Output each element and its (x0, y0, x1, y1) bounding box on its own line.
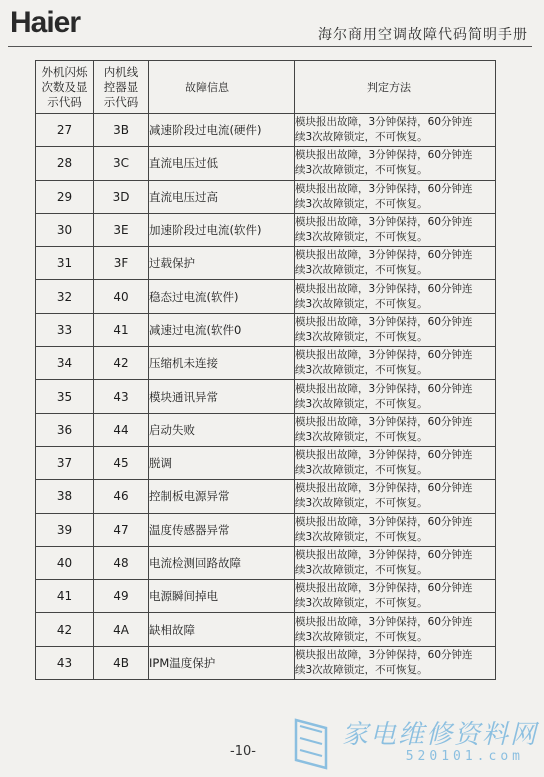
header-indoor-line: 内机线 (103, 64, 139, 79)
table-row (36, 180, 496, 213)
table-row (36, 114, 496, 147)
judge-method-cell (295, 546, 496, 579)
judge-line-1: 模块报出故障，3分钟保持，60分钟连 (295, 182, 473, 195)
fault-info-cell: 稳态过电流(软件) (149, 280, 295, 313)
fault-info-cell: 缺相故障 (149, 613, 295, 646)
indoor-code-cell: 43 (94, 380, 149, 413)
judge-line-2: 续3次故障锁定，不可恢复。 (295, 231, 428, 244)
header-divider (8, 46, 532, 47)
outdoor-code-cell: 43 (36, 646, 94, 679)
watermark-emblem-icon (286, 712, 336, 772)
judge-method-cell (295, 446, 496, 479)
table-row (36, 280, 496, 313)
header-outdoor-line: 外机闪烁 (41, 64, 88, 79)
judge-method-cell (295, 247, 496, 280)
outdoor-code-cell: 30 (36, 213, 94, 246)
header-outdoor-line: 次数及显 (41, 79, 88, 94)
indoor-code-cell: 3C (94, 147, 149, 180)
judge-method-cell (295, 480, 496, 513)
judge-line-1: 模块报出故障，3分钟保持，60分钟连 (295, 449, 473, 462)
table-row (36, 446, 496, 479)
indoor-code-cell: 47 (94, 513, 149, 546)
indoor-code-cell: 49 (94, 580, 149, 613)
watermark-text: 家电维修资料网 (341, 720, 538, 750)
fault-info-cell: 直流电压过高 (149, 180, 295, 213)
judge-method-cell (295, 646, 496, 679)
judge-method-cell (295, 413, 496, 446)
judge-line-1: 模块报出故障，3分钟保持，60分钟连 (295, 216, 473, 229)
judge-method-cell (295, 213, 496, 246)
table-row (36, 546, 496, 579)
judge-line-2: 续3次故障锁定，不可恢复。 (295, 364, 428, 377)
table-header-row (36, 61, 496, 114)
header-outdoor-line: 示代码 (47, 94, 82, 109)
judge-line-1: 模块报出故障，3分钟保持，60分钟连 (295, 149, 473, 162)
indoor-code-cell: 3F (94, 247, 149, 280)
fault-info-cell: 过载保护 (149, 247, 295, 280)
document-title: 海尔商用空调故障代码简明手册 (318, 27, 528, 43)
indoor-code-cell: 4B (94, 646, 149, 679)
header-indoor-line: 控器显 (103, 79, 139, 94)
outdoor-code-cell: 34 (36, 347, 94, 380)
outdoor-code-cell: 27 (36, 114, 94, 147)
outdoor-code-cell: 32 (36, 280, 94, 313)
indoor-code-cell: 45 (94, 446, 149, 479)
judge-line-1: 模块报出故障，3分钟保持，60分钟连 (295, 482, 473, 495)
indoor-code-cell: 48 (94, 546, 149, 579)
fault-info-cell: 电源瞬间掉电 (149, 580, 295, 613)
table-row (36, 580, 496, 613)
judge-line-2: 续3次故障锁定，不可恢复。 (295, 564, 428, 576)
fault-info-cell: 控制板电源异常 (149, 480, 295, 513)
judge-line-2: 续3次故障锁定，不可恢复。 (295, 430, 428, 443)
table-row (36, 513, 496, 546)
judge-line-1: 模块报出故障，3分钟保持，60分钟连 (295, 549, 473, 561)
indoor-code-cell: 3D (94, 180, 149, 213)
fault-info-cell: 压缩机未连接 (149, 347, 295, 380)
judge-line-2: 续3次故障锁定，不可恢复。 (295, 297, 428, 310)
header-indoor-code (94, 61, 149, 114)
fault-info-cell: 温度传感器异常 (149, 513, 295, 546)
fault-info-cell: 电流检测回路故障 (149, 546, 295, 579)
judge-line-2: 续3次故障锁定，不可恢复。 (295, 164, 428, 177)
judge-line-2: 续3次故障锁定，不可恢复。 (295, 497, 428, 510)
outdoor-code-cell: 38 (36, 480, 94, 513)
outdoor-code-cell: 41 (36, 580, 94, 613)
fault-info-cell: 直流电压过低 (149, 147, 295, 180)
judge-line-1: 模块报出故障，3分钟保持，60分钟连 (295, 315, 473, 328)
table-row (36, 347, 496, 380)
watermark-url: 520101.com (405, 749, 524, 764)
table-row (36, 646, 496, 679)
header-fault-info: 故障信息 (149, 61, 295, 114)
judge-method-cell (295, 313, 496, 346)
fault-info-cell: 模块通讯异常 (149, 380, 295, 413)
judge-method-cell (295, 580, 496, 613)
judge-method-cell (295, 280, 496, 313)
judge-line-1: 模块报出故障，3分钟保持，60分钟连 (295, 615, 473, 628)
indoor-code-cell: 46 (94, 480, 149, 513)
judge-line-2: 续3次故障锁定，不可恢复。 (295, 464, 428, 477)
outdoor-code-cell: 33 (36, 313, 94, 346)
outdoor-code-cell: 36 (36, 413, 94, 446)
judge-line-1: 模块报出故障，3分钟保持，60分钟连 (295, 582, 473, 595)
judge-line-1: 模块报出故障，3分钟保持，60分钟连 (295, 382, 473, 395)
table-row (36, 413, 496, 446)
indoor-code-cell: 44 (94, 413, 149, 446)
outdoor-code-cell: 42 (36, 613, 94, 646)
table-row (36, 213, 496, 246)
judge-line-2: 续3次故障锁定，不可恢复。 (295, 197, 428, 210)
outdoor-code-cell: 39 (36, 513, 94, 546)
table-row (36, 247, 496, 280)
judge-line-2: 续3次故障锁定，不可恢复。 (295, 397, 428, 410)
table-row (36, 480, 496, 513)
judge-line-1: 模块报出故障，3分钟保持，60分钟连 (295, 349, 473, 362)
fault-code-table (35, 60, 496, 680)
judge-line-2: 续3次故障锁定，不可恢复。 (295, 597, 428, 610)
judge-line-1: 模块报出故障，3分钟保持，60分钟连 (295, 116, 473, 129)
table-row (36, 380, 496, 413)
judge-method-cell (295, 513, 496, 546)
judge-method-cell (295, 347, 496, 380)
judge-method-cell (295, 180, 496, 213)
outdoor-code-cell: 31 (36, 247, 94, 280)
page-number: -10- (230, 744, 256, 759)
fault-info-cell: IPM温度保护 (149, 646, 295, 679)
haier-logo: Haier (10, 6, 81, 39)
indoor-code-cell: 42 (94, 347, 149, 380)
judge-line-2: 续3次故障锁定，不可恢复。 (295, 663, 428, 676)
judge-line-1: 模块报出故障，3分钟保持，60分钟连 (295, 648, 473, 661)
fault-info-cell: 启动失败 (149, 413, 295, 446)
judge-line-2: 续3次故障锁定，不可恢复。 (295, 530, 428, 543)
outdoor-code-cell: 28 (36, 147, 94, 180)
table-row (36, 613, 496, 646)
header-outdoor-code (36, 61, 94, 114)
outdoor-code-cell: 29 (36, 180, 94, 213)
indoor-code-cell: 3E (94, 213, 149, 246)
judge-method-cell (295, 613, 496, 646)
judge-line-2: 续3次故障锁定，不可恢复。 (295, 330, 428, 343)
indoor-code-cell: 3B (94, 114, 149, 147)
fault-info-cell: 减速过电流(软件0 (149, 313, 295, 346)
judge-line-2: 续3次故障锁定，不可恢复。 (295, 264, 428, 277)
outdoor-code-cell: 37 (36, 446, 94, 479)
fault-info-cell: 减速阶段过电流(硬件) (149, 114, 295, 147)
judge-line-1: 模块报出故障，3分钟保持，60分钟连 (295, 282, 473, 295)
judge-line-1: 模块报出故障，3分钟保持，60分钟连 (295, 249, 473, 262)
header-indoor-line: 示代码 (103, 94, 139, 109)
indoor-code-cell: 40 (94, 280, 149, 313)
judge-method-cell (295, 114, 496, 147)
judge-method-cell (295, 147, 496, 180)
judge-line-1: 模块报出故障，3分钟保持，60分钟连 (295, 515, 473, 528)
fault-info-cell: 加速阶段过电流(软件) (149, 213, 295, 246)
table-row (36, 313, 496, 346)
header-judge-method: 判定方法 (295, 61, 496, 114)
table-row (36, 147, 496, 180)
outdoor-code-cell: 40 (36, 546, 94, 579)
outdoor-code-cell: 35 (36, 380, 94, 413)
indoor-code-cell: 4A (94, 613, 149, 646)
indoor-code-cell: 41 (94, 313, 149, 346)
fault-info-cell: 脱调 (149, 446, 295, 479)
judge-line-1: 模块报出故障，3分钟保持，60分钟连 (295, 415, 473, 428)
judge-method-cell (295, 380, 496, 413)
judge-line-2: 续3次故障锁定，不可恢复。 (295, 630, 428, 643)
judge-line-2: 续3次故障锁定，不可恢复。 (295, 131, 428, 144)
